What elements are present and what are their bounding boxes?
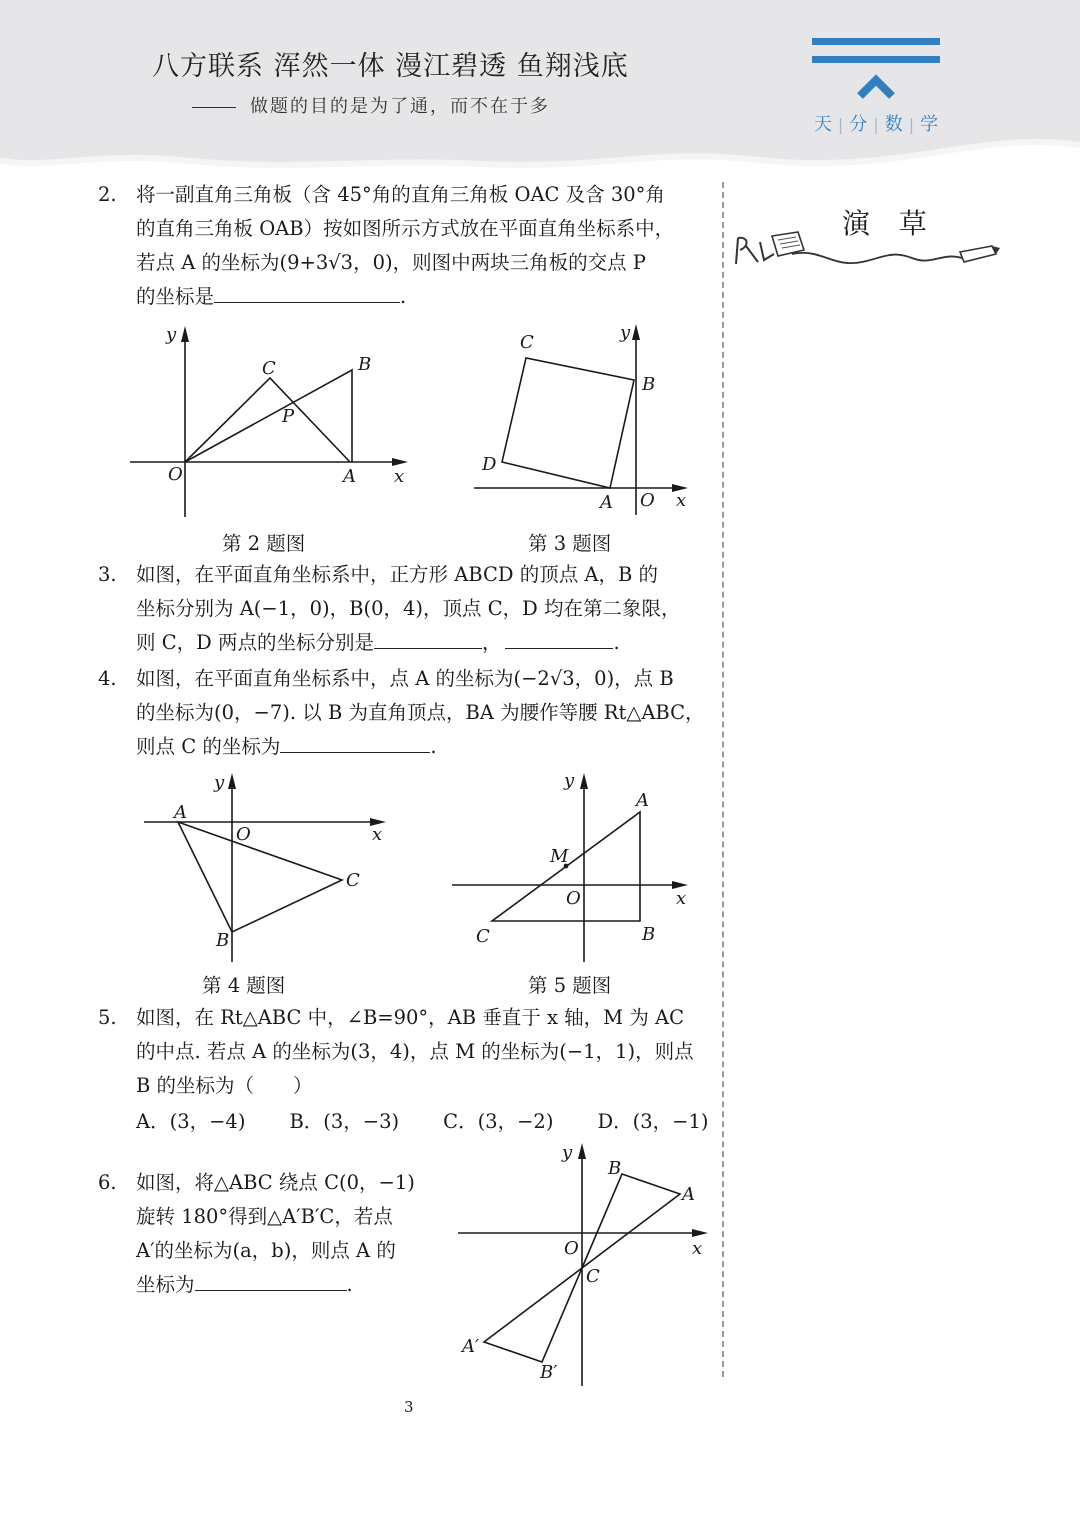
question-text: 若点 A 的坐标为(9+3√3，0)，则图中两块三角板的交点 P [136,251,646,274]
fig-label: y [166,324,177,345]
fig-label: B [216,930,230,951]
figure-2-caption: 第 2 题图 [222,532,306,555]
fig-label: B [608,1158,622,1179]
header-subslogan [192,92,550,118]
fig-label: y [620,322,631,343]
question-end: . [430,735,437,758]
question-sep: ， [481,631,502,654]
scratch-title: 演 草 [842,207,937,240]
fig-label: y [214,772,225,793]
figure-6-diagram [456,1138,716,1388]
question-number: 3. [98,563,117,586]
fig-label: y [562,1142,573,1163]
triangle-ABC [582,1174,680,1268]
fig-label: x [394,466,405,487]
fig-label: O [566,888,581,909]
fig-label: C [346,870,360,891]
figure-3-diagram [470,320,700,520]
figure-5-diagram [450,768,700,968]
question-text: 如图，在平面直角坐标系中，点 A 的坐标为(−2√3，0)，点 B [136,667,674,690]
fig-label: P [282,406,295,427]
question-number: 2. [98,183,117,206]
fig-label: O [640,490,655,511]
fig-label: A [636,790,649,811]
brand-name: 天 | 分 | 数 | 学 [813,114,939,135]
answer-blank[interactable] [280,732,430,753]
fig-label: x [676,888,687,909]
triangle-OAB [185,370,352,462]
fig-label: C [586,1266,600,1287]
fig-label: B [642,374,656,395]
question-text: 的坐标为(0，−7). 以 B 为直角顶点，BA 为腰作等腰 Rt△ABC， [136,701,705,724]
question-text: 的坐标是 [136,285,215,308]
question-text: B 的坐标为（ ） [136,1074,313,1097]
question-end: . [346,1273,353,1296]
question-text: 如图，在平面直角坐标系中，正方形 ABCD 的顶点 A，B 的 [136,563,659,586]
question-end: . [400,285,407,308]
answer-blank[interactable] [195,1270,347,1291]
header-slogan: 八方联系 浑然一体 漫江碧透 鱼翔浅底 [152,51,629,82]
question-text: 旋转 180°得到△A′B′C，若点 [136,1205,393,1228]
question-text: 坐标分别为 A(−1，0)，B(0，4)，顶点 C，D 均在第二象限， [136,597,681,620]
dash-decoration [192,107,236,108]
fig-label: C [476,926,490,947]
fig-label: x [692,1238,703,1259]
question-text: 将一副直角三角板（含 45°角的直角三角板 OAC 及含 30°角 [136,183,665,206]
brand-char: 分 [849,114,868,135]
figure-5-caption: 第 5 题图 [528,974,612,997]
figure-4-diagram [140,768,400,968]
fig-label: x [676,490,687,511]
question-number: 6. [98,1171,117,1194]
question-3 [98,558,718,662]
fig-label: A [600,492,613,513]
triangle-A'B'C [484,1268,582,1362]
fig-label: C [520,332,534,353]
fig-label: D [482,454,497,475]
fig-label: A′ [462,1336,480,1357]
square-ABCD [502,358,634,488]
fig-label: O [564,1238,579,1259]
question-text: 的直角三角板 OAB）按如图所示方式放在平面直角坐标系中， [136,217,675,240]
fig-label: O [168,464,183,485]
fig-label: B [358,354,372,375]
question-end: . [613,631,620,654]
fig-label: M [550,846,569,867]
option-c[interactable]: C．(3，−2) [443,1110,554,1133]
fig-label: O [236,824,251,845]
subslogan-text: 做题的目的是为了通，而不在于多 [250,96,550,117]
fig-label: A [174,802,187,823]
figure-3-caption: 第 3 题图 [528,532,612,555]
brand-char: 数 [884,114,903,135]
answer-blank[interactable] [505,628,613,649]
option-a[interactable]: A．(3，−4) [136,1110,246,1133]
question-text: A′的坐标为(a，b)，则点 A 的 [136,1239,396,1262]
answer-blank[interactable] [214,282,400,303]
option-b[interactable]: B．(3，−3) [289,1110,400,1133]
fig-label: A [682,1184,695,1205]
fig-label: A [343,466,356,487]
question-text: 坐标为 [136,1273,195,1296]
brand-char: 学 [920,114,939,135]
fig-label: x [372,824,383,845]
page-number: 3 [404,1398,414,1416]
answer-blank[interactable] [374,628,482,649]
triangle-OAC [185,378,350,462]
question-text: 的中点. 若点 A 的坐标为(3，4)，点 M 的坐标为(−1，1)，则点 [136,1040,694,1063]
q5-options [136,1106,708,1134]
question-2 [98,178,718,318]
question-text: 则点 C 的坐标为 [136,735,281,758]
brand-char: 天 [813,114,832,135]
question-number: 5. [98,1006,117,1029]
option-d[interactable]: D．(3，−1) [597,1110,709,1133]
fig-label: B′ [540,1362,558,1383]
column-divider [722,182,724,1377]
triangle-ABC [178,822,342,932]
question-text: 如图，在 Rt△ABC 中，∠B=90°，AB 垂直于 x 轴，M 为 AC [136,1006,685,1029]
figure-4-caption: 第 4 题图 [202,974,286,997]
fig-label: B [642,924,656,945]
figure-2-diagram [128,322,418,522]
question-5 [98,1001,718,1105]
question-4 [98,662,718,766]
fig-label: C [262,358,276,379]
question-text: 如图，将△ABC 绕点 C(0，−1) [136,1171,415,1194]
question-text: 则 C，D 两点的坐标分别是 [136,631,374,654]
fig-label: y [564,770,575,791]
scratch-paper-pencil-icon [732,228,1002,274]
question-6 [98,1166,438,1306]
question-number: 4. [98,667,117,690]
